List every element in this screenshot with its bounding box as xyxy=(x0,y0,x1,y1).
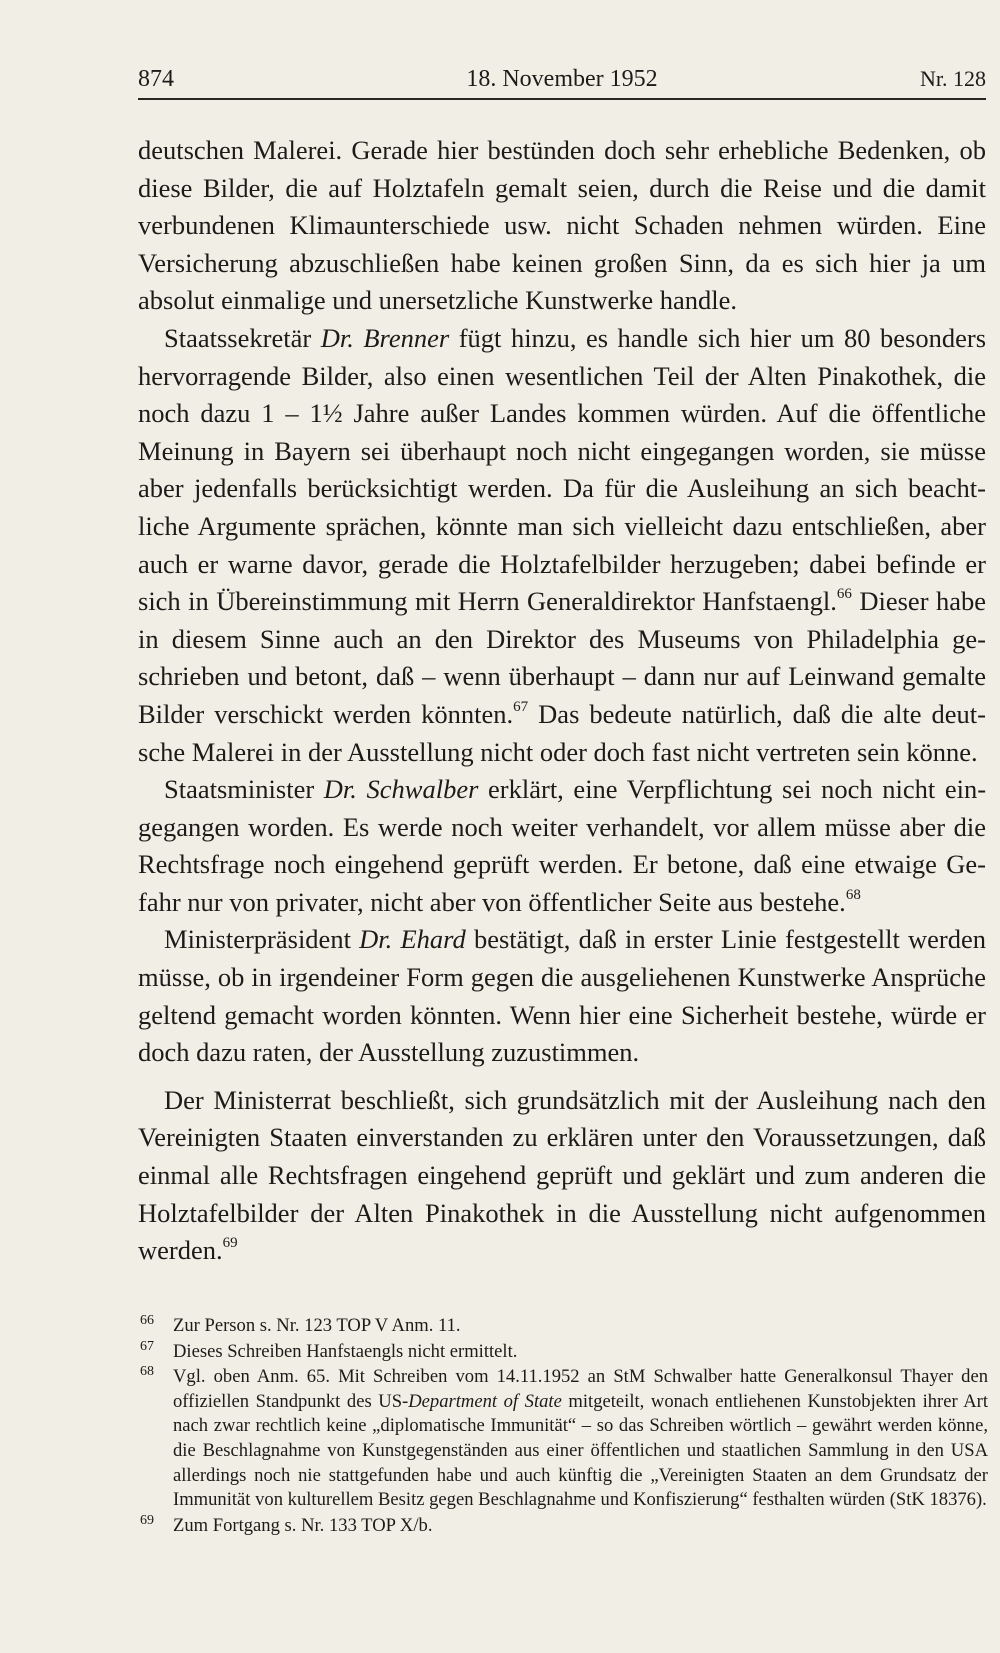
speaker-role: Staatsminister xyxy=(164,774,324,805)
speaker-title: Dr. xyxy=(359,924,393,955)
paragraph-text: erklärt, eine Verpflichtung sei noch nicht eingegangen worden. Es werde noch weiter verhandelt, vor allem müsse aber die Rechtsfrage noch eingehend geprüft werden. Er betone, daß eine etwaige Gefahr nur von privater, nicht aber von öffentlicher Seite aus bestehe. xyxy=(138,774,987,917)
footnote-68 xyxy=(140,1365,988,1513)
speaker-title: Dr. xyxy=(320,322,354,353)
speaker-title: Dr. xyxy=(323,774,357,805)
footnote-ref[interactable]: 68 xyxy=(845,887,861,904)
paragraph-text: bestätigt, daß in erster Linie festgestellt werden müsse, ob in irgendeiner Form gegen die ausgeliehenen Kunstwerke Ansprüche geltend gemacht worden könnten. Wenn hier eine Sicherheit bestehe, würde er doch dazu raten, der Ausstellung zuzustimmen. xyxy=(138,924,986,1068)
speaker-role: Staatssekretär xyxy=(164,322,321,353)
paragraph-text: Das bedeute natürlich, daß die alte deutsche Malerei in der Ausstellung nicht oder doch fast nicht vertreten sein könne. xyxy=(138,698,986,767)
body-text xyxy=(138,132,986,1270)
paragraph-schwalber xyxy=(138,771,986,921)
footnote-ref[interactable]: 69 xyxy=(222,1235,238,1252)
header-date: 18. November 1952 xyxy=(466,66,658,92)
speaker-name: Schwalber xyxy=(366,774,479,805)
resolution-text: Der Ministerrat beschließt, sich grundsätzlich mit der Ausleihung nach den Vereinigten Staaten einverstanden zu erklären unter den Voraussetzungen, daß einmal alle Rechtsfragen eingehend geprüft und geklärt und zum anderen die Holztafelbilder der Alten Pinakothek in die Ausstellung nicht aufgenommen werden. xyxy=(138,1084,986,1266)
footnote-text: mitgeteilt, wonach entliehenen Kunstobjekten ihrer Art nach zwar rechtlich keine „diplomatische Immunität“ – so das Schreiben wörtlich – gewährt werden könne, die Beschlagnahme von Kunstgegenständen aus einer öffentlichen und staatlichen Sammlung in den USA allerdings noch nie stattgefunden habe und auch künftig die „Vereinigten Staaten an dem Grundsatz der Immunität von kulturellem Besitz gegen Beschlagnahme und Konfiszierung“ festhalten würden (StK 18376). xyxy=(173,1390,988,1511)
footnote-67 xyxy=(140,1340,988,1365)
paragraph-text: deutschen Malerei. Gerade hier bestünden doch sehr erhebliche Bedenken, ob diese Bilder, die auf Holztafeln gemalt seien, durch die Reise und die damit verbundenen Klimaunterschiede usw. nicht Schaden nehmen würden. Eine Versicherung abzuschließen habe keinen großen Sinn, da es sich hier ja um absolut einmalige und unersetzliche Kunstwerke handle. xyxy=(138,135,986,316)
footnote-number: 67 xyxy=(140,1338,154,1354)
footnote-66 xyxy=(140,1314,988,1339)
footnote-number: 69 xyxy=(140,1512,154,1528)
footnotes xyxy=(140,1314,988,1539)
footnote-text: Vgl. oben Anm. 65. Mit Schreiben vom 14.11.1952 an StM Schwalber hatte Generalkonsul Thayer den offiziellen Standpunkt des US- xyxy=(173,1366,988,1412)
running-header xyxy=(138,64,986,100)
document-number: Nr. 128 xyxy=(920,66,986,91)
paragraph-resolution xyxy=(138,1082,986,1270)
footnote-text: Dieses Schreiben Hanfstaengls nicht ermittelt. xyxy=(173,1340,518,1362)
footnote-number: 68 xyxy=(140,1364,154,1380)
footnote-69 xyxy=(140,1514,988,1539)
paragraph-ehard xyxy=(138,921,986,1071)
footnote-ref[interactable]: 66 xyxy=(836,586,852,603)
speaker-name: Ehard xyxy=(400,924,466,955)
footnote-text: Zur Person s. Nr. 123 TOP V Anm. 11. xyxy=(173,1315,461,1336)
paragraph-continued xyxy=(138,132,986,320)
paragraph-text: Dieser habe in diesem Sinne auch an den Direktor des Museums von Philadelphia geschrieben und betont, daß – wenn überhaupt – dann nur auf Leinwand gemalte Bilder verschickt werden könnten. xyxy=(138,586,986,729)
speaker-role: Ministerpräsident xyxy=(164,924,360,955)
paragraph-text: fügt hinzu, es handle sich hier um 80 besonders hervorragende Bilder, also einen wesentlichen Teil der Alten Pinakothek, die noch dazu 1 – 1½ Jahre außer Landes kommen würden. Auf die öffentliche Meinung in Bayern sei überhaupt noch nicht eingegangen worden, sie müsse aber jedenfalls berücksichtigt werden. Da für die Ausleihung an sich beachtliche Argumente sprächen, könnte man sich vielleicht dazu entschließen, aber auch er warne davor, gerade die Holztafelbilder herzugeben; dabei befinde er sich in Übereinstimmung mit Herrn Generaldirektor Hanfstaengl. xyxy=(138,322,987,617)
footnote-italic: Department of State xyxy=(408,1390,562,1412)
paragraph-brenner xyxy=(138,320,986,771)
speaker-name: Brenner xyxy=(363,322,450,353)
footnote-number: 66 xyxy=(140,1313,154,1328)
page-number: 874 xyxy=(138,66,174,92)
footnote-text: Zum Fortgang s. Nr. 133 TOP X/b. xyxy=(173,1514,433,1536)
footnote-ref[interactable]: 67 xyxy=(513,699,529,716)
